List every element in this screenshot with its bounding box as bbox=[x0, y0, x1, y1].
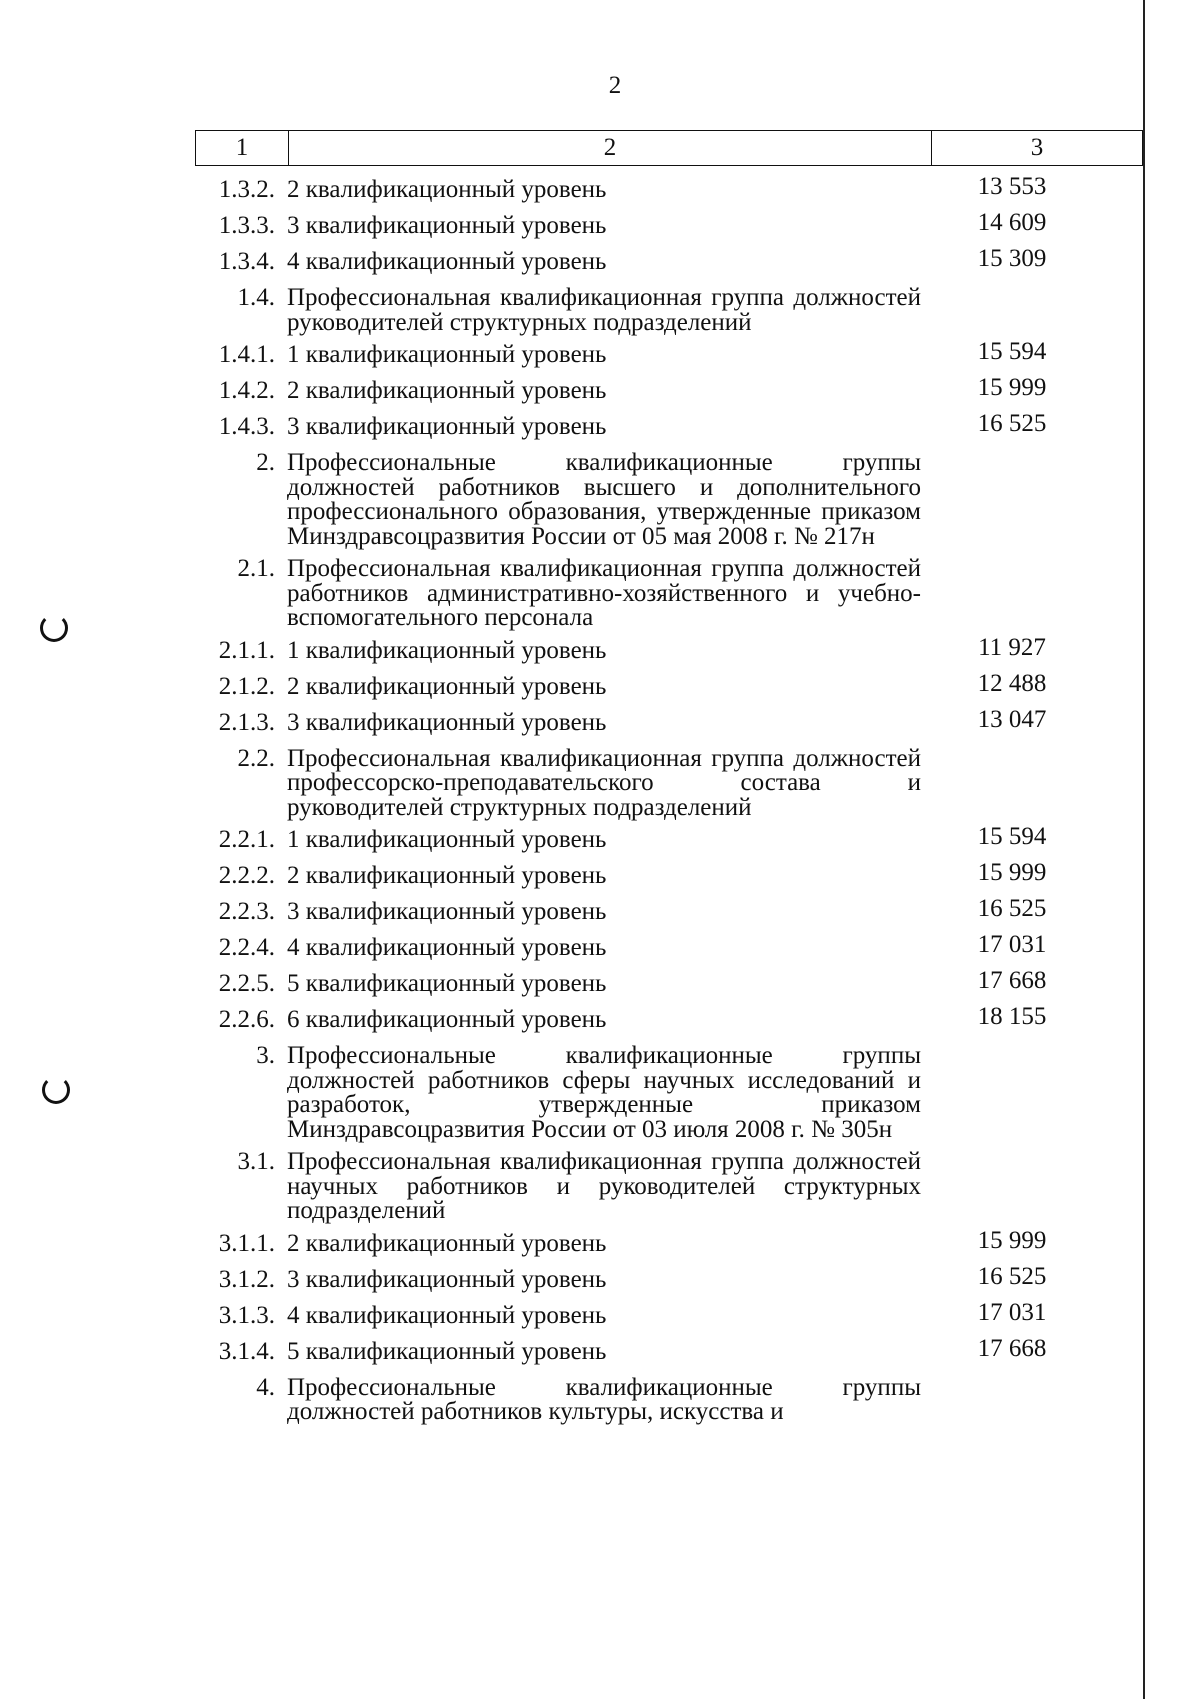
row-number: 3.1.3. bbox=[218, 1301, 275, 1329]
table-row bbox=[195, 1038, 1075, 1144]
row-title: Профессиональные квалификационные группы должностей работников сферы научных исследований и разработок, утвержденные приказом Минздравсоцразвития России от 03 июля 2008 г. № 305н bbox=[287, 1042, 921, 1143]
row-title: 6 квалификационный уровень bbox=[287, 1006, 607, 1033]
row-number: 4. bbox=[256, 1373, 275, 1401]
row-salary-value: 15 594 bbox=[977, 823, 1047, 850]
table-row bbox=[195, 1002, 1075, 1038]
row-salary-value: 18 155 bbox=[977, 1003, 1047, 1030]
table-row bbox=[195, 1262, 1075, 1298]
table-row bbox=[195, 966, 1075, 1002]
binding-hole-mark bbox=[40, 614, 68, 642]
table-row bbox=[195, 172, 1075, 208]
row-title: Профессиональная квалификационная группа должностей работников административно-хозяйственного и учебно-вспомогательного персонала bbox=[287, 555, 921, 631]
row-title: 5 квалификационный уровень bbox=[287, 1337, 607, 1365]
row-title: 1 квалификационный уровень bbox=[287, 636, 607, 664]
header-col-3: 3 bbox=[1030, 134, 1044, 161]
row-title: 2 квалификационный уровень bbox=[287, 672, 607, 700]
page-number: 2 bbox=[608, 72, 622, 99]
row-title: 2 квалификационный уровень bbox=[287, 176, 607, 203]
row-number: 3.1. bbox=[237, 1148, 275, 1175]
table-row bbox=[195, 1370, 1075, 1427]
header-col-1: 1 bbox=[196, 131, 289, 165]
row-number: 1.4.1. bbox=[218, 341, 275, 368]
page-edge-line bbox=[1143, 0, 1145, 1699]
row-title: 2 квалификационный уровень bbox=[287, 862, 607, 889]
row-title: 3 квалификационный уровень bbox=[287, 898, 607, 925]
table-body bbox=[195, 172, 1075, 1427]
row-title: Профессиональная квалификационная группа должностей профессорско-преподавательского состава и руководителей структурных подразделений bbox=[287, 744, 921, 821]
table-row bbox=[195, 280, 1075, 337]
table-header-row bbox=[195, 130, 1143, 166]
header-col-2: 2 bbox=[289, 131, 932, 165]
table-row bbox=[195, 741, 1075, 823]
row-title: 3 квалификационный уровень bbox=[287, 708, 607, 736]
table-row bbox=[195, 822, 1075, 858]
table-row bbox=[195, 1144, 1075, 1226]
row-title: 2 квалификационный уровень bbox=[287, 377, 607, 404]
row-salary-value: 16 525 bbox=[977, 895, 1047, 922]
table-row bbox=[195, 337, 1075, 373]
row-title: Профессиональные квалификационные группы должностей работников культуры, искусства и bbox=[287, 1373, 921, 1425]
row-number: 2. bbox=[256, 449, 275, 476]
table-row bbox=[195, 858, 1075, 894]
table-row bbox=[195, 1298, 1075, 1334]
table-row bbox=[195, 669, 1075, 705]
row-salary-value: 17 031 bbox=[977, 1298, 1047, 1326]
table-row bbox=[195, 930, 1075, 966]
table-row bbox=[195, 409, 1075, 445]
row-number: 2.2.6. bbox=[218, 1006, 275, 1033]
row-number: 2.2.2. bbox=[218, 862, 275, 889]
row-title: 3 квалификационный уровень bbox=[287, 1265, 607, 1293]
table-row bbox=[195, 208, 1075, 244]
row-salary-value: 17 031 bbox=[977, 931, 1047, 958]
row-salary-value: 13 047 bbox=[977, 705, 1047, 733]
row-title: 5 квалификационный уровень bbox=[287, 970, 607, 997]
table-row bbox=[195, 551, 1075, 633]
row-number: 1.3.4. bbox=[218, 248, 275, 275]
row-salary-value: 17 668 bbox=[977, 1334, 1047, 1362]
table-row bbox=[195, 244, 1075, 280]
table-row bbox=[195, 445, 1075, 551]
row-salary-value: 15 999 bbox=[977, 374, 1047, 401]
row-number: 3. bbox=[256, 1042, 275, 1069]
row-number: 1.4. bbox=[237, 284, 275, 311]
row-salary-value: 15 309 bbox=[977, 245, 1047, 272]
row-title: 4 квалификационный уровень bbox=[287, 248, 607, 275]
row-title: 4 квалификационный уровень bbox=[287, 1301, 607, 1329]
row-number: 3.1.1. bbox=[218, 1229, 275, 1257]
row-title: Профессиональная квалификационная группа должностей научных работников и руководителей структурных подразделений bbox=[287, 1148, 921, 1224]
row-number: 1.3.3. bbox=[218, 212, 275, 239]
row-salary-value: 16 525 bbox=[977, 1262, 1047, 1290]
row-salary-value: 12 488 bbox=[977, 669, 1047, 697]
row-number: 2.1.1. bbox=[218, 636, 275, 664]
row-salary-value: 15 999 bbox=[977, 1226, 1047, 1254]
row-number: 2.2.4. bbox=[218, 934, 275, 961]
row-salary-value: 13 553 bbox=[977, 173, 1047, 200]
row-number: 2.2.5. bbox=[218, 970, 275, 997]
row-title: Профессиональные квалификационные группы должностей работников высшего и дополнительного профессионального образования, утвержденные приказом Минздравсоцразвития России от 05 мая 2008 г. № 217н bbox=[287, 449, 921, 550]
table-row bbox=[195, 894, 1075, 930]
binding-hole-mark bbox=[42, 1076, 70, 1104]
row-number: 2.1.3. bbox=[218, 708, 275, 736]
row-number: 1.4.3. bbox=[218, 413, 275, 440]
row-number: 2.2.1. bbox=[218, 826, 275, 853]
table-row bbox=[195, 705, 1075, 741]
row-number: 2.1.2. bbox=[218, 672, 275, 700]
row-number: 3.1.2. bbox=[218, 1265, 275, 1293]
row-title: 4 квалификационный уровень bbox=[287, 934, 607, 961]
row-salary-value: 16 525 bbox=[977, 410, 1047, 437]
row-title: 1 квалификационный уровень bbox=[287, 341, 607, 368]
row-number: 2.2. bbox=[237, 744, 275, 772]
row-title: Профессиональная квалификационная группа должностей руководителей структурных подразделений bbox=[287, 284, 921, 336]
row-number: 3.1.4. bbox=[218, 1337, 275, 1365]
row-title: 3 квалификационный уровень bbox=[287, 413, 607, 440]
row-title: 1 квалификационный уровень bbox=[287, 826, 607, 853]
row-salary-value: 11 927 bbox=[978, 633, 1046, 661]
row-number: 2.2.3. bbox=[218, 898, 275, 925]
row-title: 3 квалификационный уровень bbox=[287, 212, 607, 239]
table-row bbox=[195, 1226, 1075, 1262]
row-number: 1.3.2. bbox=[218, 176, 275, 203]
table-row bbox=[195, 373, 1075, 409]
row-number: 2.1. bbox=[237, 555, 275, 582]
row-number: 1.4.2. bbox=[218, 377, 275, 404]
row-salary-value: 15 999 bbox=[977, 859, 1047, 886]
table-row bbox=[195, 1334, 1075, 1370]
row-salary-value: 17 668 bbox=[977, 967, 1047, 994]
row-salary-value: 14 609 bbox=[977, 209, 1047, 236]
row-salary-value: 15 594 bbox=[977, 338, 1047, 365]
table-row bbox=[195, 633, 1075, 669]
row-title: 2 квалификационный уровень bbox=[287, 1229, 607, 1257]
